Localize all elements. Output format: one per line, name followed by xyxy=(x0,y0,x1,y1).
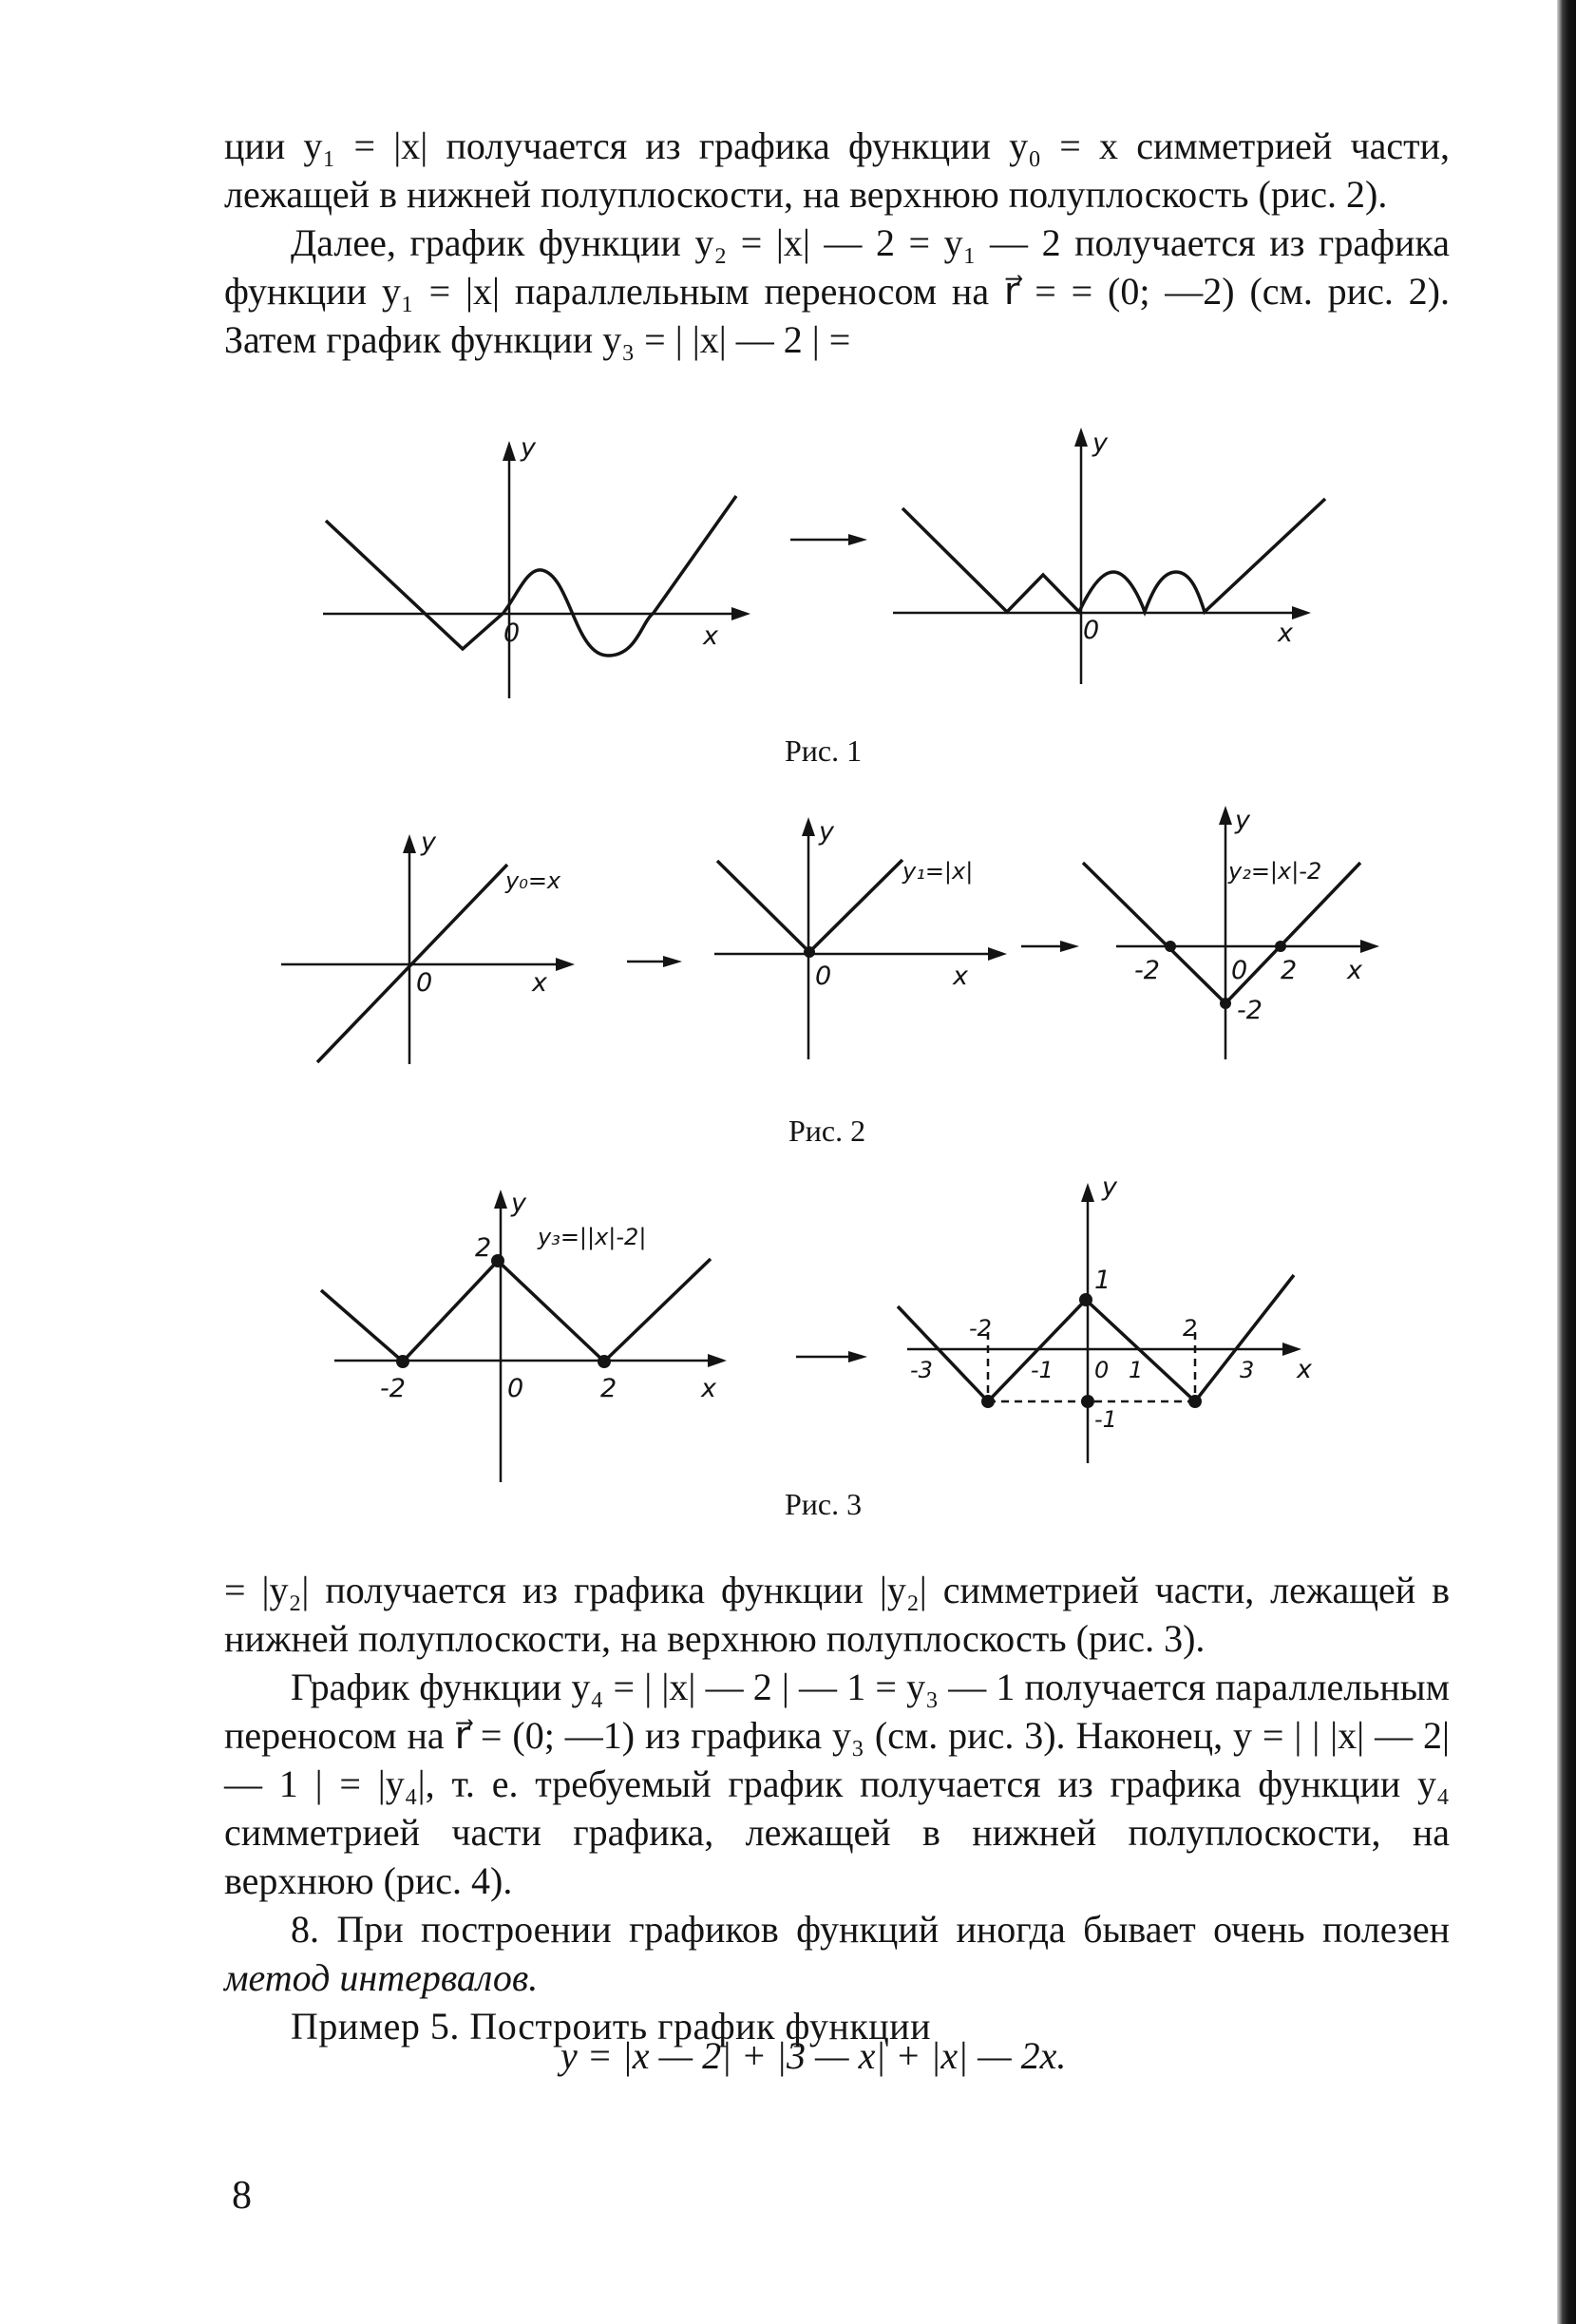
paragraph-1: ции y₁ = |x| получается из графика функции y₀ = x симметрией части, лежащей в нижней полуплоскости, на верхнюю полуплоскость (рис. 2). xyxy=(224,124,1450,216)
paragraph-5-italic-term: метод интервалов. xyxy=(224,1956,539,1999)
fig2-p2-eq-label: y₁=|x| xyxy=(902,858,974,885)
fig1-left-origin-label: 0 xyxy=(503,619,521,648)
fig3-left-label-2: 2 xyxy=(600,1374,617,1403)
fig3-right-y-label: y xyxy=(1102,1172,1117,1202)
paragraph-3: = |y₂| получается из графика функции |y₂| симметрией части, лежащей в нижней полуплоскости, на верхнюю полуплоскость (рис. 3). xyxy=(224,1569,1450,1660)
paragraph-4: График функции y₄ = | |x| — 2 | — 1 = y₃ — 1 получается параллельным переносом на r⃗ = (0; —1) из графика y₃ (см. рис. 3). Наконец, y = | | |x| — 2| — 1 | = |y₄|, т. е. требуемый график получается из графика функции y₄ симметрией части графика, лежащей в нижней полуплоскости, на верхнюю (рис. 4). xyxy=(224,1666,1450,1902)
fig3-right-point-peak xyxy=(1079,1293,1092,1306)
fig3-left-point-peak xyxy=(491,1254,504,1267)
fig2-p3-x-label: x xyxy=(1347,956,1362,985)
fig3-left-eq-label: y₃=||x|-2| xyxy=(538,1224,647,1250)
fig3-right-x-arrow xyxy=(1282,1343,1301,1356)
fig3-left-x-label: x xyxy=(701,1374,716,1403)
fig3-transform-arrowhead xyxy=(848,1351,867,1362)
fig1-right-origin-label: 0 xyxy=(1083,616,1100,645)
paragraph-2: Далее, график функции y₂ = |x| — 2 = y₁ — 2 получается из графика функции y₁ = |x| параллельным переносом на r⃗ = = (0; —2) (см. рис. 2). Затем график функции y₃ = | |x| — 2 | = xyxy=(224,221,1450,361)
paragraph-5 xyxy=(224,1905,1450,2002)
paragraph-6: Пример 5. Построить график функции xyxy=(291,2005,931,2048)
fig3-left-point-2 xyxy=(598,1355,611,1368)
fig2-p3-label-minus2: -2 xyxy=(1134,956,1160,985)
fig2-p2-x-label: x xyxy=(953,962,968,991)
fig2-p3-y-label: y xyxy=(1235,806,1250,835)
fig2-p1-y-label: y xyxy=(421,828,436,857)
fig3-right-origin-label: 0 xyxy=(1094,1357,1110,1383)
fig3-left-curve xyxy=(321,1259,711,1362)
fig3-right-point-left-min xyxy=(981,1395,995,1408)
caption-fig3: Рис. 3 xyxy=(785,1487,863,1521)
fig2-p2-y-label: y xyxy=(819,817,834,847)
fig3-right-point-minus1 xyxy=(1081,1395,1094,1408)
fig2-p3-eq-label: y₂=|x|-2 xyxy=(1228,858,1322,885)
page-number: 8 xyxy=(232,2174,252,2218)
fig2-p3-label-2: 2 xyxy=(1281,956,1298,985)
fig3-left-label-minus2: -2 xyxy=(380,1374,406,1403)
fig3-left-point-minus2 xyxy=(396,1355,409,1368)
fig3-right-graph xyxy=(898,1172,1313,1463)
bottom-text xyxy=(224,1566,1450,2050)
fig3-right-label-3: 3 xyxy=(1240,1357,1255,1383)
fig3-right-y-arrow xyxy=(1081,1183,1094,1202)
fig3-left-label-peak: 2 xyxy=(475,1233,492,1263)
fig3-left-x-arrow xyxy=(708,1354,727,1367)
fig3-right-label-minus3: -3 xyxy=(910,1357,933,1383)
fig3-left-y-label: y xyxy=(511,1189,526,1218)
fig3-left-graph xyxy=(321,1189,727,1482)
fig3-right-label-minus1-x: -1 xyxy=(1031,1357,1054,1383)
fig3-left-origin-label: 0 xyxy=(507,1374,524,1403)
fig3-left-y-arrow xyxy=(494,1190,507,1209)
fig3-right-x-label: x xyxy=(1297,1355,1312,1384)
caption-fig2: Рис. 2 xyxy=(788,1114,866,1148)
fig3-right-label-2: 2 xyxy=(1183,1315,1198,1342)
fig2-p1-origin-label: 0 xyxy=(416,968,433,998)
example-formula: y = |x — 2| + |3 — x| + |x| — 2x. xyxy=(560,2034,1067,2077)
fig1-left-x-label: x xyxy=(703,621,718,651)
caption-fig1: Рис. 1 xyxy=(785,733,863,768)
fig1-left-y-label: y xyxy=(521,433,536,463)
fig2-p3-origin-label: 0 xyxy=(1231,956,1248,985)
fig3-right-point-right-min xyxy=(1188,1395,1202,1408)
fig3-right-label-peak: 1 xyxy=(1094,1266,1111,1295)
fig3-right-label-minus2: -2 xyxy=(969,1315,992,1342)
fig1-right-y-label: y xyxy=(1092,429,1108,458)
fig2-p2-origin-label: 0 xyxy=(815,962,832,991)
fig2-p3-label-vertex: -2 xyxy=(1237,996,1263,1025)
fig1-right-x-label: x xyxy=(1278,619,1293,648)
fig3-right-label-minus1-y: -1 xyxy=(1094,1406,1117,1433)
fig3-right-label-1-x: 1 xyxy=(1129,1357,1144,1383)
fig2-p1-eq-label: y₀=x xyxy=(505,867,561,894)
fig2-p1-x-label: x xyxy=(532,968,547,998)
paragraph-5-text: 8. При построении графиков функций иногда бывает очень полезен xyxy=(291,1908,1450,1951)
